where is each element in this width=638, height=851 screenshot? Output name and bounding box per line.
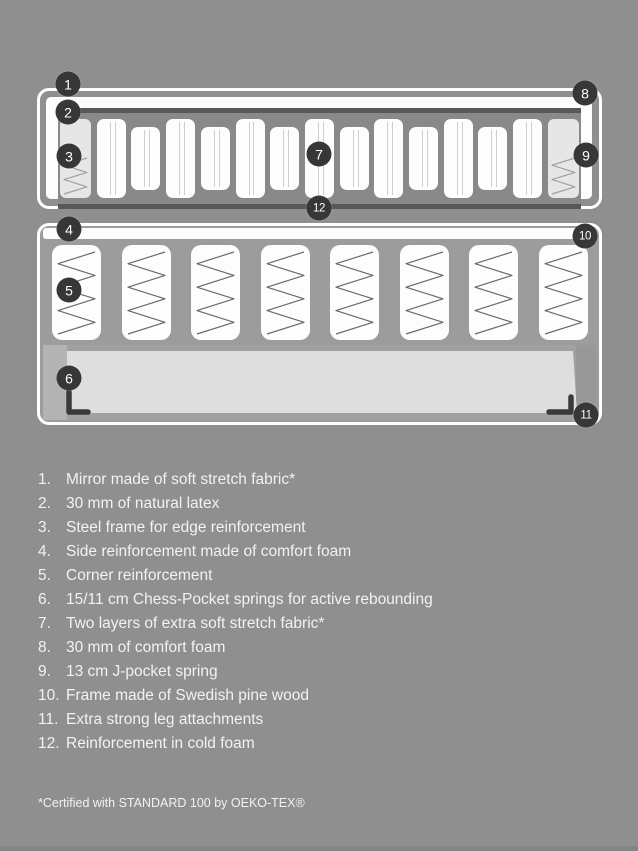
legend-item — [38, 684, 598, 708]
legend-item-number: 10. — [38, 687, 60, 704]
legend-item-text: 30 mm of natural latex — [66, 495, 220, 512]
chess-pocket-spring — [469, 245, 518, 340]
legend-item — [38, 660, 598, 684]
pocket-seam — [115, 122, 116, 195]
callout-badge-5: 5 — [57, 278, 82, 303]
callout-badge-10: 10 — [573, 224, 598, 249]
legend-item — [38, 492, 598, 516]
legend-item-number: 1. — [38, 471, 51, 488]
pocket-spring — [340, 127, 369, 190]
pocket-seam — [387, 122, 388, 195]
legend-item — [38, 588, 598, 612]
legend-item-text: 15/11 cm Chess-Pocket springs for active rebounding — [66, 591, 433, 608]
spring-coil-icon — [126, 250, 167, 336]
pocket-seam — [288, 130, 289, 187]
legend-item-text: Two layers of extra soft stretch fabric* — [66, 615, 325, 632]
pocket-seam — [496, 130, 497, 187]
leg-bracket-right-icon — [546, 393, 574, 417]
legend-item — [38, 516, 598, 540]
legend-item-text: Extra strong leg attachments — [66, 711, 264, 728]
pocket-seam — [214, 130, 215, 187]
spring-coil-icon — [265, 250, 306, 336]
mattress-base-diagram — [37, 223, 602, 425]
pocket-seam — [249, 122, 250, 195]
legend-item — [38, 708, 598, 732]
legend-item-text: 30 mm of comfort foam — [66, 639, 226, 656]
legend-item-number: 4. — [38, 543, 51, 560]
legend-item-number: 9. — [38, 663, 51, 680]
callout-badge-3: 3 — [57, 144, 82, 169]
callout-badge-4: 4 — [57, 217, 82, 242]
legend-item-text: Corner reinforcement — [66, 567, 213, 584]
pocket-spring — [236, 119, 265, 198]
callout-badge-7: 7 — [307, 142, 332, 167]
legend-item — [38, 468, 598, 492]
pocket-seam — [110, 122, 111, 195]
pocket-seam — [353, 130, 354, 187]
spring-coil-icon — [473, 250, 514, 336]
chess-pocket-spring — [122, 245, 171, 340]
pocket-spring — [270, 127, 299, 190]
legend-item — [38, 564, 598, 588]
pocket-spring — [166, 119, 195, 198]
legend-item-number: 3. — [38, 519, 51, 536]
legend-item-text: Mirror made of soft stretch fabric* — [66, 471, 296, 488]
legend-item — [38, 612, 598, 636]
pocket-seam — [358, 130, 359, 187]
legend-item-number: 5. — [38, 567, 51, 584]
chess-pocket-spring — [400, 245, 449, 340]
pocket-seam — [427, 130, 428, 187]
pine-wood-frame — [43, 345, 596, 420]
callout-badge-2: 2 — [56, 100, 81, 125]
callout-badge-8: 8 — [573, 81, 598, 106]
callout-badge-9: 9 — [574, 143, 599, 168]
chess-pocket-spring — [330, 245, 379, 340]
pocket-seam — [149, 130, 150, 187]
pocket-seam — [219, 130, 220, 187]
legend-item — [38, 636, 598, 660]
pocket-seam — [491, 130, 492, 187]
legend-list — [38, 468, 598, 756]
chess-pocket-spring — [191, 245, 240, 340]
spring-coil-icon — [543, 250, 584, 336]
legend-item-number: 2. — [38, 495, 51, 512]
callout-badge-11: 11 — [574, 403, 599, 428]
pocket-spring — [444, 119, 473, 198]
pocket-spring — [201, 127, 230, 190]
legend-item-text: Reinforcement in cold foam — [66, 735, 255, 752]
pocket-spring — [513, 119, 542, 198]
pocket-seam — [531, 122, 532, 195]
spring-coil-icon — [334, 250, 375, 336]
legend-item-number: 8. — [38, 639, 51, 656]
chess-pocket-spring — [539, 245, 588, 340]
chess-pocket-spring — [261, 245, 310, 340]
callout-badge-6: 6 — [57, 366, 82, 391]
spring-coil-icon — [404, 250, 445, 336]
leg-bracket-left-icon — [65, 390, 91, 416]
legend-item-number: 7. — [38, 615, 51, 632]
side-reinforcement-bar — [43, 228, 596, 239]
spring-coil-icon — [550, 156, 577, 196]
pocket-seam — [457, 122, 458, 195]
certification-footnote: *Certified with STANDARD 100 by OEKO-TEX® — [38, 796, 305, 810]
pocket-spring — [131, 127, 160, 190]
legend-item-text: Frame made of Swedish pine wood — [66, 687, 309, 704]
pocket-spring — [97, 119, 126, 198]
pocket-seam — [422, 130, 423, 187]
pocket-seam — [283, 130, 284, 187]
pocket-spring — [409, 127, 438, 190]
chess-pocket-spring-row — [52, 245, 588, 340]
legend-item-text: Side reinforcement made of comfort foam — [66, 543, 352, 560]
callout-badge-1: 1 — [56, 72, 81, 97]
legend-item — [38, 540, 598, 564]
legend-item-number: 12. — [38, 735, 60, 752]
pocket-seam — [392, 122, 393, 195]
pocket-seam — [179, 122, 180, 195]
pocket-spring — [374, 119, 403, 198]
legend-item-text: Steel frame for edge reinforcement — [66, 519, 306, 536]
frame-front-face — [67, 351, 577, 413]
pocket-seam — [526, 122, 527, 195]
legend-item — [38, 732, 598, 756]
callout-badge-12: 12 — [307, 196, 332, 221]
pocket-seam — [462, 122, 463, 195]
spring-coil-icon — [195, 250, 236, 336]
pocket-seam — [184, 122, 185, 195]
pocket-spring — [478, 127, 507, 190]
pocket-seam — [253, 122, 254, 195]
bottom-edge-strip — [0, 846, 638, 851]
legend-item-number: 6. — [38, 591, 51, 608]
legend-item-text: 13 cm J-pocket spring — [66, 663, 218, 680]
pocket-seam — [144, 130, 145, 187]
legend-item-number: 11. — [38, 711, 59, 728]
